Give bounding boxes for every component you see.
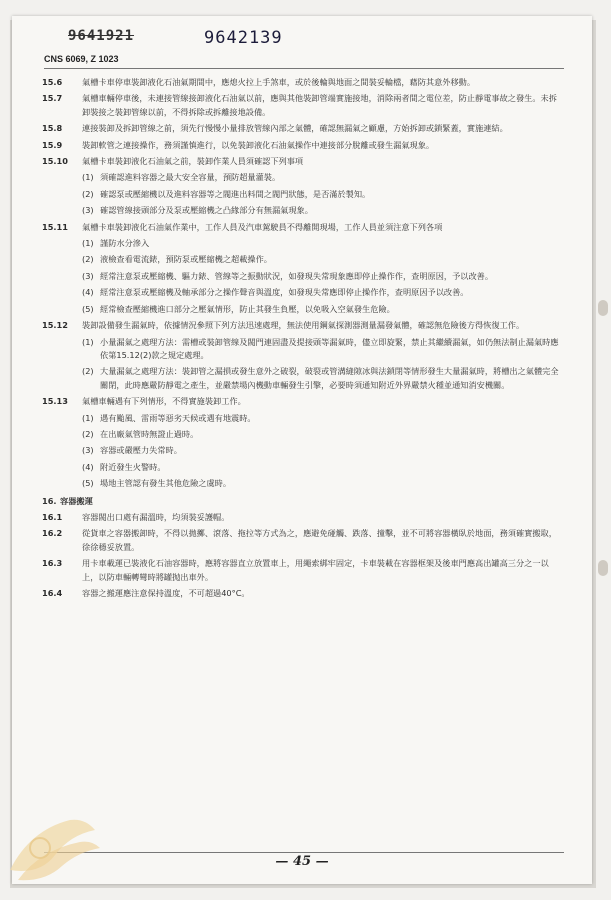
page-number: — 45 — [275,854,329,869]
clause-number: 15.9 [42,139,63,150]
clause-item [82,237,562,250]
item-text: 場地主管認有發生其他危險之虞時。 [100,478,232,489]
section-16-heading [42,495,562,508]
old-document-number: 9641921 [68,28,135,44]
clause-number: 15.12 [42,320,68,331]
item-marker: (3) [82,445,94,456]
item-marker: (2) [82,254,94,265]
item-text: 確認泵或壓縮機以及進料容器等之閥進出料間之閥門狀態，是否滿於製知。 [100,188,371,199]
clause-number: 15.8 [42,123,63,134]
clause-item [82,171,562,184]
clause-text: 裝卸軟管之連接操作，務須謹慎進行，以免裝卸液化石油氣操作中連接部分脫離或發生漏氣現象。 [82,139,435,150]
item-marker: (2) [82,188,94,199]
new-document-number: 9642139 [204,28,283,48]
clause [42,557,562,584]
clause-item [82,188,562,201]
document-page [12,16,592,884]
clause-text: 連接裝卸及拆卸管線之前，須先行慢慢小量排放管線內部之氣體，確認無漏氣之顧慮，方始拆卸或鎖緊蓋，實施連結。 [82,123,508,134]
clause-list [42,76,562,491]
section-16-clauses [42,511,562,600]
section-number: 16. [42,495,57,506]
item-text: 大量漏氣之處理方法：裝卸管之漏損或發生意外之破裂，破裂或管溝縫隙冰與法鎖閉等情形發生大量漏氣時，將槽出之氣體完全關閉，此時應嚴防靜電之產生，並嚴禁場內機動車輛發生引擎，必要時須通知附近外界嚴禁火種並通知消安機關。 [100,366,559,390]
clause-number: 15.10 [42,156,68,167]
item-marker: (1) [82,336,94,347]
clause-item [82,336,562,363]
clause-number: 16.1 [42,511,63,522]
clause-text: 氣槽卡車停車裝卸液化石油氣期間中，應熄火拉上手煞車，或於後輪與地面之間裝妥輪檔，藉防其意外移動。 [82,77,476,87]
clause-text: 容器之搬運應注意保持溫度，不可超過40°C。 [82,588,250,598]
clause-text: 氣槽卡車裝卸液化石油氣之前，裝卸作業人員須確認下列事項 [82,156,304,167]
item-marker: (3) [82,205,94,216]
item-text: 確認管線接頭部分及泵或壓縮機之凸緣部分有無漏氣現象。 [100,205,313,216]
item-text: 經常注意泵或壓縮機、驅力錶、管線等之振動狀況，如發現失常現象應即停止操作作，查明原因，予以改善。 [100,270,494,281]
clause [42,155,562,168]
clause [42,527,562,554]
clause [42,122,562,135]
item-text: 遇有颱風、雷雨等惡劣天候或遇有地震時。 [100,412,256,423]
clause-number: 16.2 [42,528,63,539]
clause-number: 15.6 [42,77,63,87]
clause-item [82,303,562,316]
item-marker: (3) [82,270,94,281]
item-marker: (5) [82,303,94,314]
clause [42,511,562,524]
clause [42,139,562,152]
clause-number: 16.4 [42,588,63,598]
clause-text: 氣槽車輛停車後，未連接管線接卸液化石油氣以前，應與其他裝卸管端實施接地，消除兩者間之電位差，防止靜電事故之發生。未拆卸裝接之裝卸管線以前，不得拆除或拆離接地設備。 [82,93,557,117]
clause-text: 氣槽車輛遇有下列情形，不得實施裝卸工作。 [82,396,246,407]
clause [42,395,562,408]
clause-item [82,270,562,283]
clause-number: 16.3 [42,558,63,569]
binding-hole [598,300,608,316]
clause-text: 裝卸設備發生漏氣時，依據情況參照下列方法迅速處理，無法使用鋼氣探測器測量漏發氣體，確認無危險後方得恢復工作。 [82,320,525,331]
clause-item [82,286,562,299]
item-text: 小量漏氣之處理方法：需槽或裝卸管線及閥門連固盡及提接頭等漏氣時，儘立即旋緊，禁止其繼續漏氣，如仍無法制止漏氣時應依第15.12(2)款之規定處理。 [100,336,559,360]
clause-number: 15.13 [42,396,68,407]
item-marker: (1) [82,238,94,249]
section-title: 容器搬運 [60,495,93,506]
clause-item [82,461,562,474]
clause-item [82,477,562,490]
item-marker: (5) [82,478,94,489]
item-text: 經常注意泵或壓縮機及軸承部分之操作聲音與溫度，如發現失常應即停止操作作，查明原因予以改善。 [100,287,469,298]
clause [42,319,562,332]
clause-item [82,444,562,457]
clause-text: 容器閥出口處有漏溫時，均須裝妥護帽。 [82,511,230,522]
item-text: 謹防水分滲入 [100,238,150,249]
clause-item [82,365,562,392]
item-text: 在出廠氣管時無證止過時。 [100,428,199,439]
item-marker: (2) [82,366,94,377]
clause-text: 用卡車載運已裝液化石油容器時，應將容器直立放置車上，用繩索綁牢固定，卡車裝載在容器框架及後車門應高出罐高三分之一以上，以防車輛轉彎時將罐抛出車外。 [82,558,549,582]
item-marker: (4) [82,461,94,472]
item-text: 附近發生火警時。 [100,461,166,472]
clause-item [82,428,562,441]
clause [42,76,562,89]
item-marker: (2) [82,428,94,439]
standard-code: CNS 6069, Z 1023 [44,54,119,64]
item-text: 須確認進料容器之最大安全容量，預防超量灌裝。 [100,172,281,183]
clause-number: 15.11 [42,221,68,232]
footer-rule [44,852,564,853]
clause-text: 從貨車之容器搬卸時，不得以拋擲、滾落、拖拉等方式為之，應避免碰觸、跌落、撞擊，並不可將容器橫臥於地面，務須確實搬取，徐徐穩妥放置。 [82,528,557,552]
clause-item [82,412,562,425]
item-marker: (1) [82,172,94,183]
watermark-logo [0,800,110,890]
clause-item [82,253,562,266]
clause-text: 氣槽卡車裝卸液化石油氣作業中，工作人員及汽車駕駛員不得離開現場，工作人員並須注意下列各項 [82,221,443,232]
item-text: 容器或嚴壓力失常時。 [100,445,182,456]
item-marker: (4) [82,287,94,298]
header-rule [44,68,564,69]
clause-item [82,204,562,217]
item-text: 液檢查看電流錶，預防泵或壓縮機之超載操作。 [100,254,272,265]
clause [42,587,562,600]
item-marker: (1) [82,412,94,423]
clause-number: 15.7 [42,93,63,104]
clause [42,92,562,119]
page-header [44,24,564,72]
clause [42,221,562,234]
binding-hole [598,560,608,576]
item-text: 經常檢查壓縮機進口部分之壓氣情形，防止其發生負壓，以免吸入空氣發生危險。 [100,303,395,314]
page-content [42,76,562,603]
